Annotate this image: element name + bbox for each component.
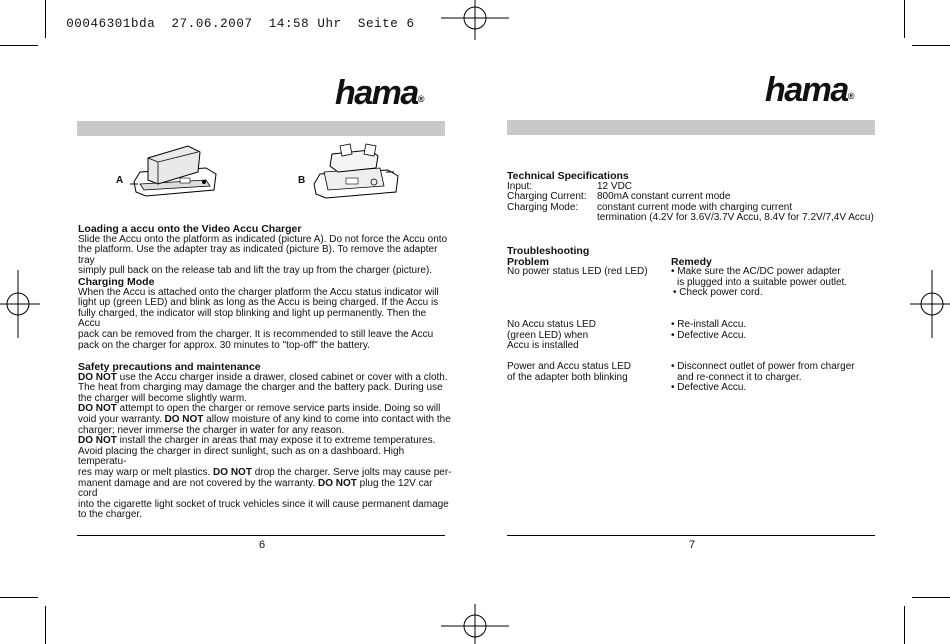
slug-time: 14:58 Uhr — [268, 17, 342, 31]
spec-value: 12 VDC — [597, 180, 633, 192]
crop-mark — [45, 606, 46, 644]
problem-2 — [507, 320, 596, 352]
registration-mark-bottom — [439, 604, 511, 644]
body-text: manent damage and are not covered by the warranty. — [78, 477, 318, 489]
body-text: use the Accu charger inside a drawer, closed cabinet or cover with a cloth. — [116, 371, 448, 383]
body-line — [78, 479, 453, 500]
remedy-line: • Check power cord. — [673, 287, 763, 299]
body-text: allow moisture of any kind to come into contact with the — [203, 413, 451, 425]
do-not-label: DO NOT — [78, 371, 117, 383]
troubleshooting-heading: Troubleshooting — [507, 245, 590, 257]
body-line — [78, 415, 453, 426]
body-text: res may warp or melt plastics. — [78, 466, 214, 478]
remedy-line: and re-connect it to charger. — [677, 371, 802, 383]
brand-logo-left — [335, 76, 424, 110]
body-line: the platform. Use the adapter tray as indicated (picture B). To remove the adapter tray — [78, 244, 438, 266]
crop-mark — [904, 606, 905, 644]
remedy-line: • Disconnect outlet of power from charger — [671, 361, 855, 372]
problem-line: (green LED) when — [507, 329, 589, 341]
body-line: charger; never immerse the charger in water for any reason. — [78, 424, 345, 436]
spec-label — [507, 213, 597, 224]
problem-line: No Accu status LED — [507, 319, 596, 330]
remedy-3 — [671, 362, 855, 394]
slug-job-id: 00046301bda — [66, 17, 156, 31]
loading-heading: Loading a accu onto the Video Accu Charger — [78, 223, 302, 235]
crop-mark — [45, 0, 46, 38]
remedy-1 — [671, 267, 847, 299]
spec-value: termination (4.2V for 3.6V/3.7V Accu, 8.4V for 7.2V/7,4V Accu) — [597, 212, 874, 224]
section-bar-left — [77, 121, 445, 136]
problem-column-header: Problem — [507, 256, 550, 268]
body-line: to the charger. — [78, 509, 142, 521]
page-number-right: 7 — [689, 539, 696, 551]
spec-label: Charging Current: — [507, 191, 587, 203]
registration-mark-left — [0, 268, 40, 340]
registration-mark-top — [439, 0, 511, 40]
reg-mark: ® — [847, 91, 855, 101]
loading-section — [78, 224, 450, 277]
figure-label-a: A — [116, 175, 124, 186]
do-not-label: DO NOT — [78, 435, 117, 447]
do-not-label: DO NOT — [164, 413, 204, 425]
do-not-label: DO NOT — [213, 466, 252, 478]
body-line: fully charged, the indicator will stop blinking and light up permanently. Then the Accu — [78, 307, 427, 330]
problem-3 — [507, 362, 631, 383]
tech-specs-section — [507, 171, 887, 224]
spec-row — [507, 213, 874, 224]
body-line: Avoid placing the charger in direct sunlight, such as on a dashboard. High temperatu- — [78, 445, 405, 468]
body-text: plug the 12V car cord — [78, 477, 433, 500]
spec-label: Charging Mode: — [507, 201, 579, 213]
body-line: pack on the charger for approx. 30 minutes to "top-off" the battery. — [78, 339, 370, 351]
body-text: attempt to open the charger or remove service parts inside. Doing so will — [116, 403, 441, 415]
body-line: Slide the Accu onto the platform as indicated (picture A). Do not force the Accu onto — [78, 233, 448, 245]
charging-heading: Charging Mode — [78, 276, 155, 288]
remedy-2 — [671, 320, 746, 341]
registration-mark-right — [910, 268, 950, 340]
body-text: void your warranty. — [78, 413, 165, 425]
spec-value: 800mA constant current mode — [597, 191, 731, 203]
problem-line: Accu is installed — [507, 340, 579, 352]
body-line: the charger will become slightly warm. — [78, 392, 247, 404]
figure-label-b: B — [298, 175, 306, 186]
spec-table — [507, 182, 874, 224]
charger-illustration-a — [128, 140, 220, 202]
body-line: pack can be removed from the charger. It is recommended to still leave the Accu — [78, 328, 434, 340]
charger-illustration-b — [310, 142, 402, 204]
body-line: The heat from charging may damage the charger and the battery pack. During use — [78, 382, 443, 394]
slug-sheet: Seite 6 — [357, 17, 415, 31]
problem-line: Power and Accu status LED — [507, 361, 631, 372]
footer-rule-left — [77, 535, 445, 536]
logo-text: hama — [335, 74, 418, 112]
tech-specs-heading: Technical Specifications — [507, 170, 629, 182]
footer-rule-right — [507, 535, 875, 536]
section-bar-right — [507, 120, 875, 135]
safety-section — [78, 362, 453, 521]
crop-mark — [0, 45, 38, 46]
body-line: into the cigarette light socket of truck vehicles since it will cause permanent damage — [78, 498, 449, 510]
page-number-left: 6 — [259, 539, 266, 551]
slug-date: 27.06.2007 — [171, 17, 253, 31]
remedy-line: • Defective Accu. — [671, 329, 747, 341]
remedy-line: • Defective Accu. — [671, 382, 747, 394]
brand-logo-right — [765, 73, 854, 107]
spec-value: constant current mode with charging current — [597, 201, 793, 213]
remedy-line: is plugged into a suitable power outlet. — [677, 276, 848, 288]
body-text: install the charger in areas that may expose it to extreme temperatures. — [116, 435, 436, 447]
remedy-line: • Re-install Accu. — [671, 319, 747, 330]
crop-mark — [904, 0, 905, 38]
troubleshooting-section — [507, 246, 887, 257]
crop-mark — [0, 597, 38, 598]
do-not-label: DO NOT — [78, 403, 117, 415]
reg-mark: ® — [417, 94, 425, 104]
charging-section — [78, 277, 450, 351]
crop-mark — [912, 45, 950, 46]
problem-line: of the adapter both blinking — [507, 371, 628, 383]
spec-label: Input: — [507, 180, 533, 192]
do-not-label: DO NOT — [317, 477, 357, 489]
body-text: drop the charger. Serve jolts may cause per- — [251, 466, 452, 478]
body-line: When the Accu is attached onto the charger platform the Accu status indicator will — [78, 286, 439, 298]
problem-1: No power status LED (red LED) — [507, 266, 648, 277]
remedy-line: • Make sure the AC/DC power adapter — [671, 266, 841, 277]
body-line: simply pull back on the release tab and lift the tray up from the charger (picture). — [78, 265, 433, 277]
safety-heading: Safety precautions and maintenance — [78, 361, 261, 373]
logo-text: hama — [765, 71, 848, 109]
body-line: light up (green LED) and blink as long as the Accu is being charged. If the Accu is — [78, 297, 439, 309]
print-slug — [50, 3, 415, 31]
remedy-column-header: Remedy — [671, 256, 712, 268]
crop-mark — [912, 597, 950, 598]
